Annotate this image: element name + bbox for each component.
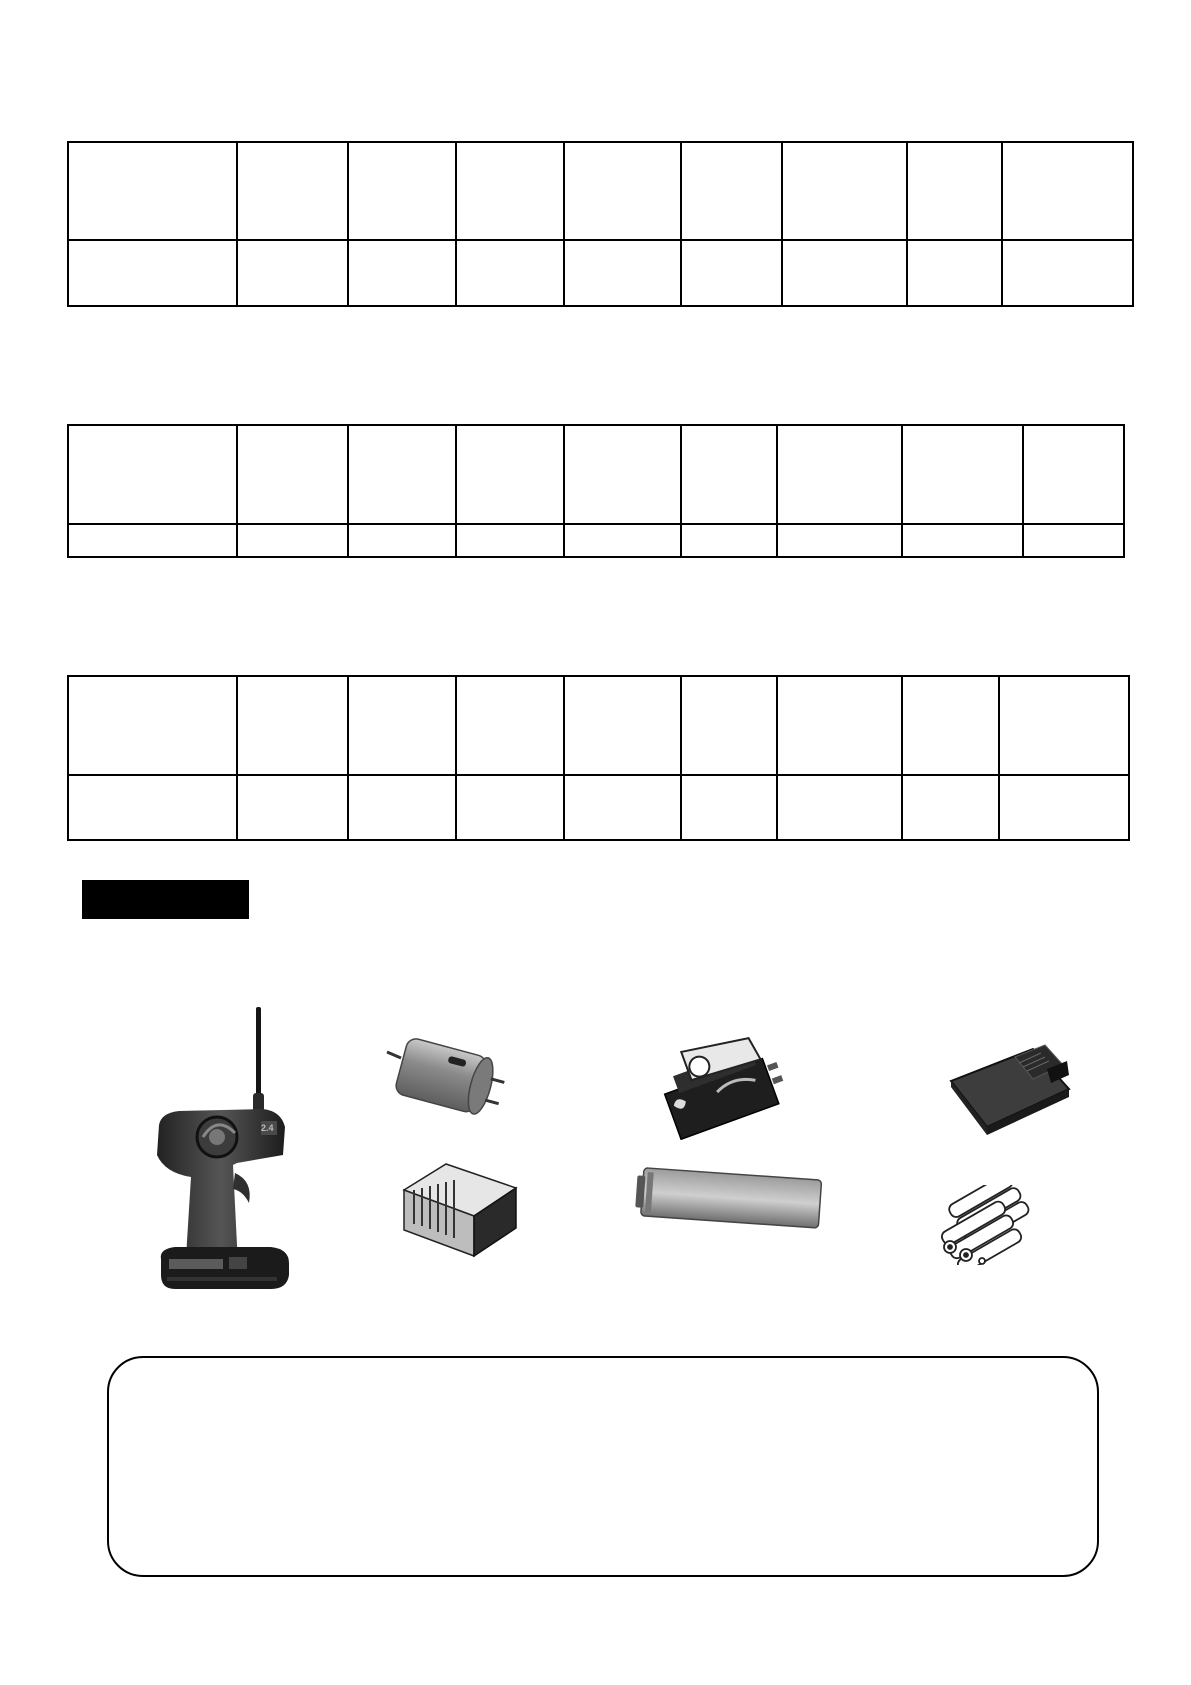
transmitter-icon xyxy=(145,1005,295,1305)
table-cell xyxy=(777,775,902,840)
table-cell xyxy=(68,676,237,775)
table-cell xyxy=(564,524,681,557)
table-cell xyxy=(456,524,564,557)
table-cell xyxy=(782,142,907,240)
table-cell xyxy=(681,425,777,524)
table-cell xyxy=(902,524,1023,557)
table-cell xyxy=(907,142,1002,240)
table-cell xyxy=(237,775,348,840)
table-cell xyxy=(1023,524,1124,557)
table-cell xyxy=(348,676,456,775)
table-row xyxy=(68,142,1133,240)
table-cell xyxy=(237,676,348,775)
table-cell xyxy=(237,142,348,240)
table-cell xyxy=(782,240,907,306)
servo-icon xyxy=(655,1030,790,1145)
table-cell xyxy=(456,775,564,840)
aa-batteries-icon xyxy=(932,1185,1057,1270)
table-cell xyxy=(564,142,681,240)
table-row xyxy=(68,775,1129,840)
table-cell xyxy=(456,676,564,775)
spec-table-3 xyxy=(67,675,1130,841)
receiver-icon xyxy=(945,1035,1075,1140)
table-cell xyxy=(907,240,1002,306)
table-cell xyxy=(999,676,1129,775)
table-cell xyxy=(348,142,456,240)
esc-icon xyxy=(400,1160,520,1265)
table-cell xyxy=(348,775,456,840)
table-row xyxy=(68,425,1124,524)
table-cell xyxy=(68,775,237,840)
table-cell xyxy=(681,524,777,557)
table-cell xyxy=(681,775,777,840)
table-cell xyxy=(237,524,348,557)
table-row xyxy=(68,524,1124,557)
table-cell xyxy=(681,240,782,306)
table-row xyxy=(68,676,1129,775)
spec-table-1 xyxy=(67,141,1134,307)
note-box xyxy=(107,1356,1099,1577)
table-cell xyxy=(348,240,456,306)
table-cell xyxy=(348,524,456,557)
table-cell xyxy=(237,240,348,306)
table-cell xyxy=(348,425,456,524)
motor-icon xyxy=(385,1030,510,1135)
table-cell xyxy=(1023,425,1124,524)
table-cell xyxy=(1002,142,1133,240)
table-cell xyxy=(564,240,681,306)
table-cell xyxy=(777,524,902,557)
table-cell xyxy=(564,425,681,524)
battery-pack-icon xyxy=(632,1160,832,1245)
table-cell xyxy=(456,240,564,306)
table-cell xyxy=(1002,240,1133,306)
table-cell xyxy=(564,775,681,840)
table-cell xyxy=(564,676,681,775)
table-cell xyxy=(456,142,564,240)
table-cell xyxy=(902,676,999,775)
table-cell xyxy=(68,425,237,524)
table-cell xyxy=(902,775,999,840)
table-cell xyxy=(902,425,1023,524)
table-cell xyxy=(777,425,902,524)
table-cell xyxy=(681,142,782,240)
table-cell xyxy=(999,775,1129,840)
table-cell xyxy=(456,425,564,524)
svg-text:2.4: 2.4 xyxy=(261,1123,274,1133)
table-cell xyxy=(681,676,777,775)
table-row xyxy=(68,240,1133,306)
table-cell xyxy=(68,240,237,306)
table-cell xyxy=(68,142,237,240)
table-cell xyxy=(777,676,902,775)
table-cell xyxy=(68,524,237,557)
table-cell xyxy=(237,425,348,524)
spec-table-2 xyxy=(67,424,1125,558)
section-label-block xyxy=(82,880,249,919)
